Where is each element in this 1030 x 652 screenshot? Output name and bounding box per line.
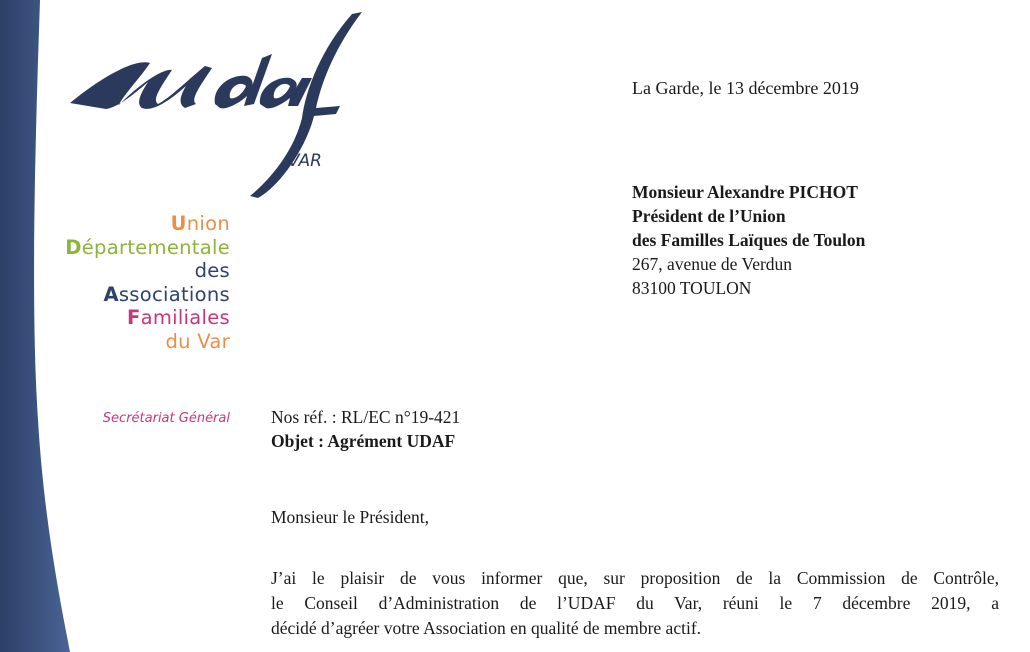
organization-name [30,212,230,353]
letter-date: La Garde, le 13 décembre 2019 [632,78,859,98]
org-line-associations [30,283,230,307]
letter-body [271,566,999,641]
recipient-title-line2: des Familles Laïques de Toulon [632,230,866,250]
department-label: Secrétariat Général [102,411,230,426]
org-line-text: nion [186,212,230,235]
logo-region-text: VAR [288,151,322,171]
org-line-text: du Var [165,329,230,353]
body-line: décidé d’agréer votre Association en qualité de membre actif. [271,618,702,638]
org-line-text: amiliales [140,306,230,329]
recipient-address [632,180,865,300]
org-line-familiales [30,306,230,330]
org-line-des [30,259,230,283]
recipient-city: 83100 TOULON [632,278,752,298]
reference-block [271,405,460,453]
org-initial: U [170,212,187,235]
org-line-text: épartementale [81,235,230,259]
org-line-departementale [30,236,230,260]
salutation: Monsieur le Président, [271,507,429,527]
org-line-text: des [194,259,230,282]
reference-number: Nos réf. : RL/EC n°19-421 [271,407,461,427]
org-initial: F [126,306,141,329]
recipient-street: 267, avenue de Verdun [632,254,793,274]
recipient-title-line1: Président de l’Union [632,206,786,226]
org-initial: A [103,282,119,306]
subject-line: Objet : Agrément UDAF [271,431,456,451]
org-line-du-var [30,330,230,354]
body-line: le Conseil d’Administration de l’UDAF du Var, réuni le 7 décembre 2019, a [271,593,999,613]
recipient-name: Monsieur Alexandre PICHOT [632,182,858,202]
org-initial: D [65,235,82,259]
body-line: J’ai le plaisir de vous informer que, sur proposition de la Commission de Contrôle, [271,568,999,588]
udaf-logo [40,8,380,208]
org-line-text: ssociations [118,282,230,306]
org-line-union [30,212,230,236]
